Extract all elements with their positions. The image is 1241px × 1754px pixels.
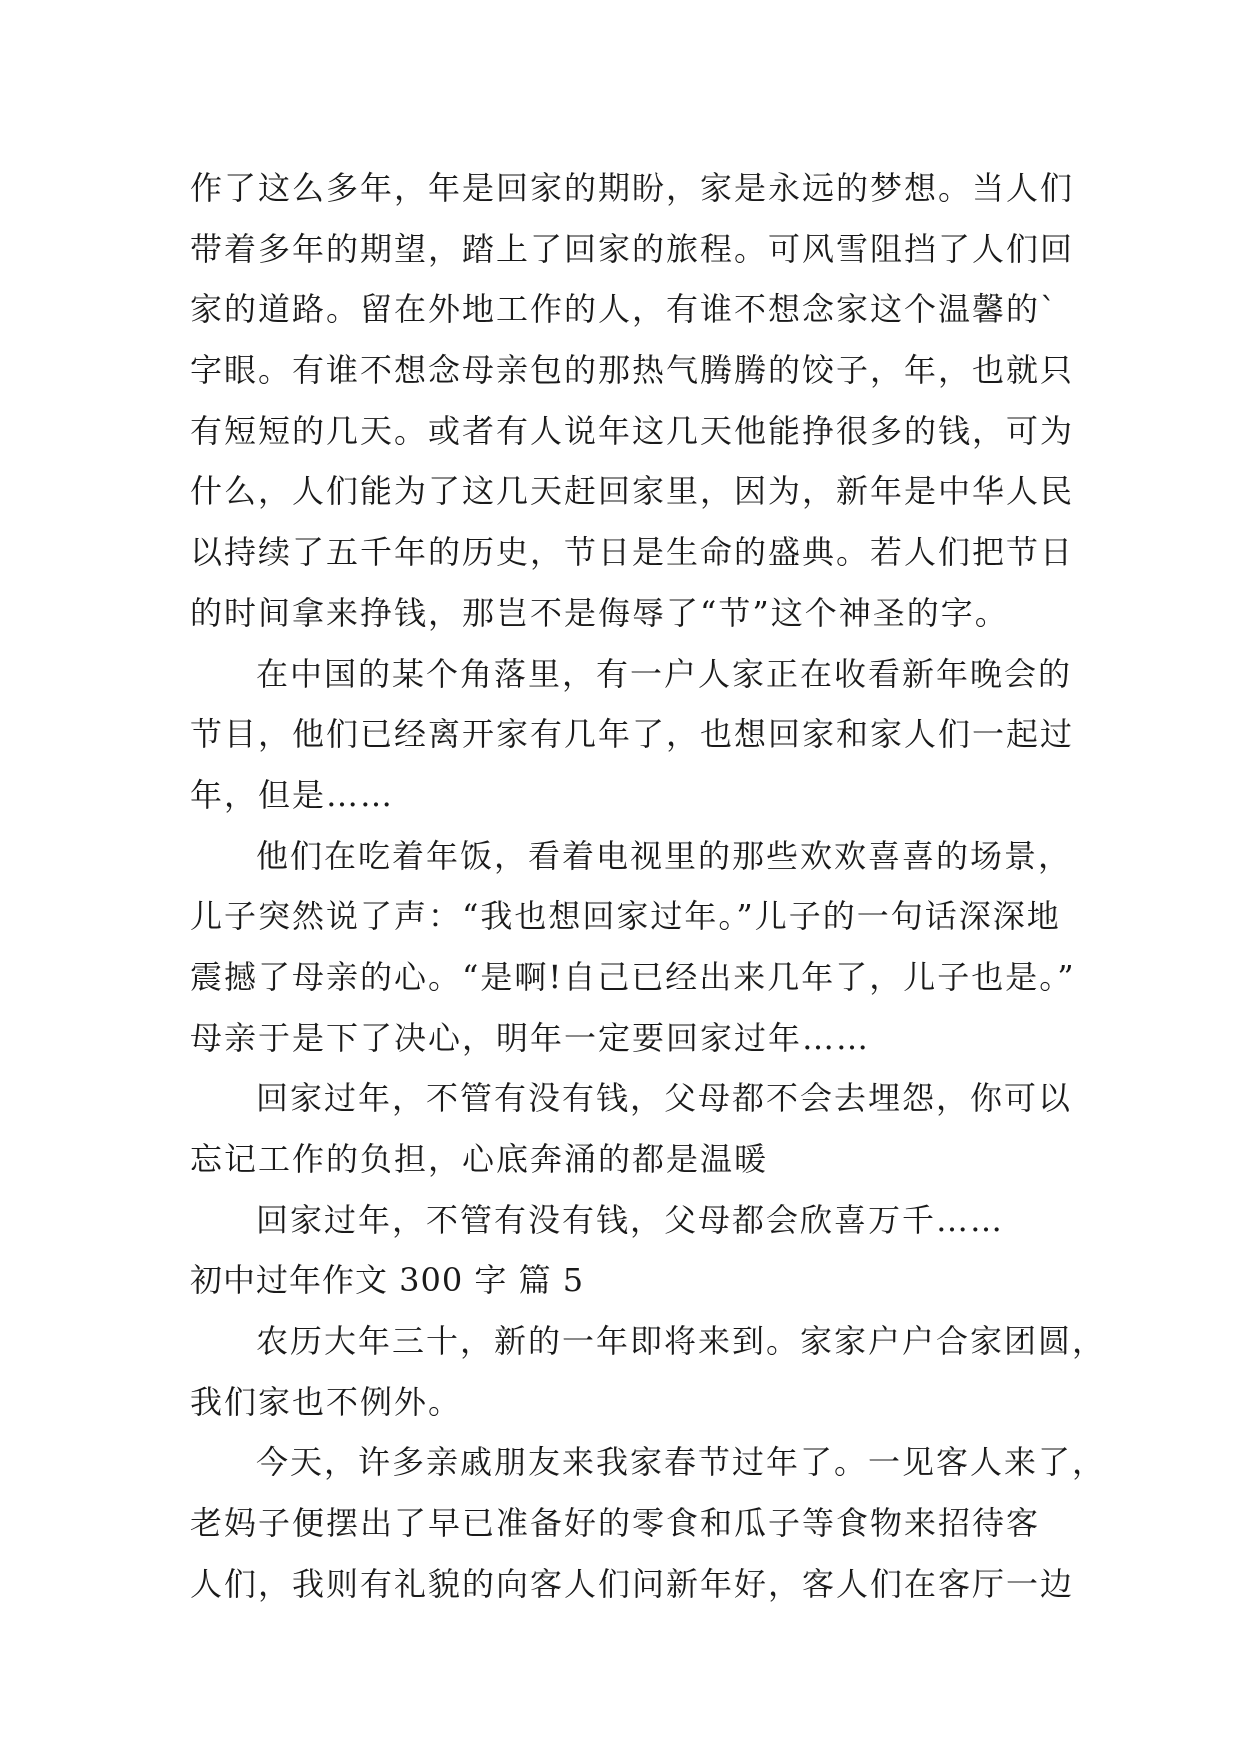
text-line: 儿子突然说了声：“我也想回家过年。”儿子的一句话深深地 <box>190 897 1061 936</box>
paragraph-start-line: 农历大年三十，新的一年即将来到。家家户户合家团圆， <box>256 1322 1107 1361</box>
text-line: 忘记工作的负担，心底奔涌的都是温暖 <box>190 1140 769 1178</box>
paragraph-start-line: 在中国的某个角落里，有一户人家正在收看新年晚会的 <box>256 654 1073 693</box>
text-line: 的时间拿来挣钱，那岂不是侮辱了“节”这个神圣的字。 <box>190 593 1009 632</box>
text-line: 人们，我则有礼貌的向客人们问新年好，客人们在客厅一边 <box>190 1564 1075 1603</box>
text-line: 年，但是…… <box>190 775 395 814</box>
text-line: 震撼了母亲的心。“是啊!自己已经出来几年了，儿子也是。” <box>190 957 1076 996</box>
text-line: 我们家也不例外。 <box>190 1382 463 1421</box>
body-text <box>190 158 1107 1615</box>
paragraph-start-line: 回家过年，不管有没有钱，父母都不会去埋怨，你可以 <box>256 1079 1073 1118</box>
text-line: 节目，他们已经离开家有几年了，也想回家和家人们一起过 <box>190 715 1075 754</box>
text-line: 什么，人们能为了这几天赶回家里，因为，新年是中华人民 <box>190 472 1075 511</box>
text-line: 字眼。有谁不想念母亲包的那热气腾腾的饺子，年，也就只 <box>190 351 1075 390</box>
text-line: 以持续了五千年的历史，节日是生命的盛典。若人们把节日 <box>190 533 1075 572</box>
paragraph-start-line: 今天，许多亲戚朋友来我家春节过年了。一见客人来了， <box>256 1443 1107 1482</box>
section-heading: 初中过年作文 300 字 篇 5 <box>190 1261 585 1300</box>
text-line: 有短短的几天。或者有人说年这几天他能挣很多的钱，可为 <box>190 411 1075 450</box>
text-line: 作了这么多年，年是回家的期盼，家是永远的梦想。当人们 <box>190 169 1075 207</box>
paragraph-start-line: 他们在吃着年饭，看着电视里的那些欢欢喜喜的场景， <box>256 836 1073 875</box>
text-line: 带着多年的期望，踏上了回家的旅程。可风雪阻挡了人们回 <box>190 229 1075 268</box>
text-line: 家的道路。留在外地工作的人，有谁不想念家这个温馨的` <box>190 290 1059 329</box>
text-line: 母亲于是下了决心，明年一定要回家过年…… <box>190 1018 871 1057</box>
paragraph-start-line: 回家过年，不管有没有钱，父母都会欣喜万千…… <box>256 1200 1005 1239</box>
text-line: 老妈子便摆出了早已准备好的零食和瓜子等食物来招待客 <box>190 1504 1041 1543</box>
